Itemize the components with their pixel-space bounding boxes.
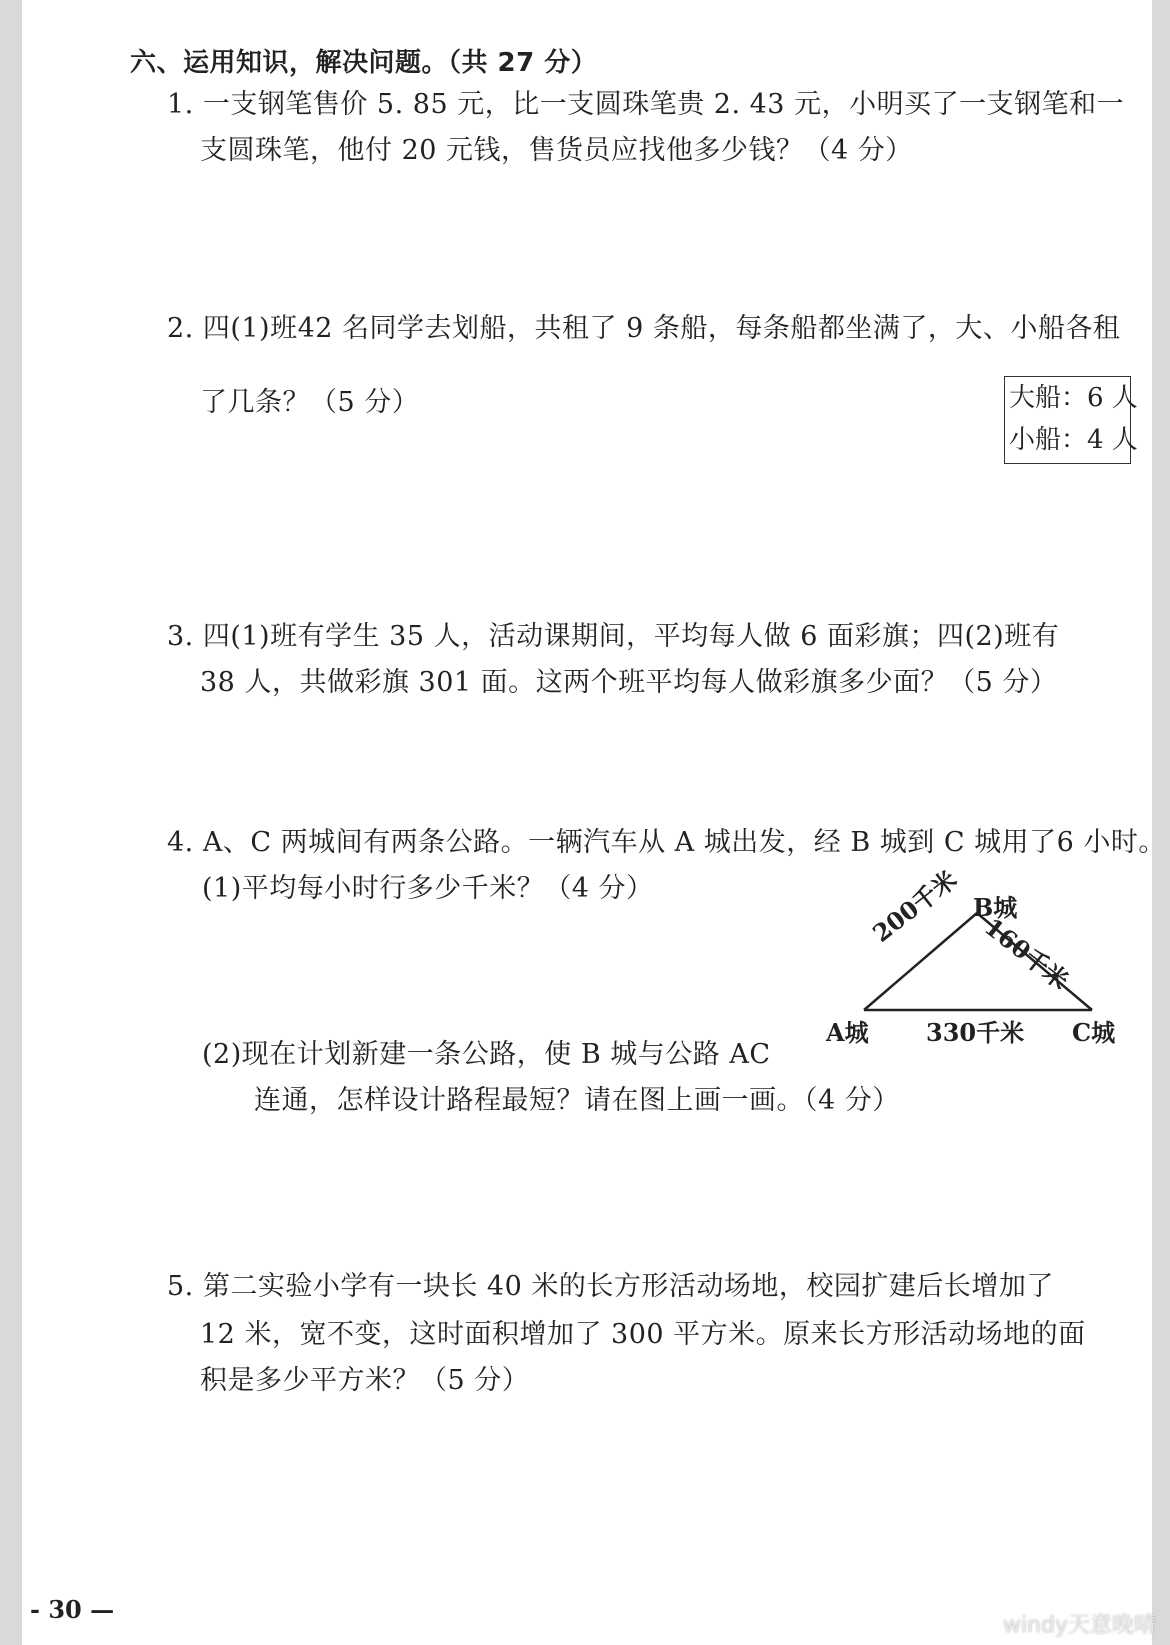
watermark: windy天意晚晴 bbox=[1002, 1613, 1156, 1638]
small-boat-capacity: 小船：4 人 bbox=[1009, 425, 1138, 455]
boat-capacity-box bbox=[1004, 376, 1138, 464]
city-a-label: A城 bbox=[826, 1018, 869, 1047]
problem-2-line-1: 2. 四(1)班42 名同学去划船，共租了 9 条船，每条船都坐满了，大、小船各租 bbox=[167, 313, 1121, 344]
problem-5-line-1: 5. 第二实验小学有一块长 40 米的长方形活动场地，校园扩建后长增加了 bbox=[167, 1271, 1054, 1302]
triangle-route-diagram bbox=[822, 864, 1152, 1048]
problem-1-line-1: 1. 一支钢笔售价 5. 85 元，比一支圆珠笔贵 2. 43 元，小明买了一支钢笔和一 bbox=[167, 89, 1125, 120]
problem-4-part-2-line-1: (2)现在计划新建一条公路，使 B 城与公路 AC bbox=[202, 1039, 771, 1070]
worksheet-page bbox=[22, 0, 1166, 1645]
problem-3-line-1: 3. 四(1)班有学生 35 人，活动课期间，平均每人做 6 面彩旗；四(2)班有 bbox=[167, 621, 1060, 652]
city-b-label: B城 bbox=[973, 893, 1018, 922]
problem-1-line-2: 支圆珠笔，他付 20 元钱，售货员应找他多少钱？（4 分） bbox=[200, 135, 913, 166]
problem-3-line-2: 38 人，共做彩旗 301 面。这两个班平均每人做彩旗多少面？（5 分） bbox=[200, 667, 1058, 698]
problem-4-line-1: 4. A、C 两城间有两条公路。一辆汽车从 A 城出发，经 B 城到 C 城用了6 小时。 bbox=[167, 827, 1166, 858]
page-number: - 30 — bbox=[30, 1595, 115, 1624]
big-boat-capacity: 大船：6 人 bbox=[1009, 383, 1138, 413]
section-title: 六、运用知识，解决问题。（共 27 分） bbox=[130, 48, 598, 78]
distance-ac-label: 330千米 bbox=[926, 1018, 1025, 1047]
distance-ab-label: 200千米 bbox=[867, 864, 963, 948]
problem-5-line-3: 积是多少平方米？（5 分） bbox=[200, 1365, 530, 1396]
problem-4-part-1: (1)平均每小时行多少千米？（4 分） bbox=[202, 873, 654, 904]
problem-4-part-2-line-2: 连通，怎样设计路程最短？请在图上画一画。（4 分） bbox=[254, 1085, 900, 1116]
city-c-label: C城 bbox=[1072, 1018, 1116, 1047]
problem-5-line-2: 12 米，宽不变，这时面积增加了 300 平方米。原来长方形活动场地的面 bbox=[200, 1319, 1086, 1350]
problem-2-line-2: 了几条？（5 分） bbox=[200, 387, 420, 418]
distance-bc-label: 160千米 bbox=[979, 911, 1075, 996]
